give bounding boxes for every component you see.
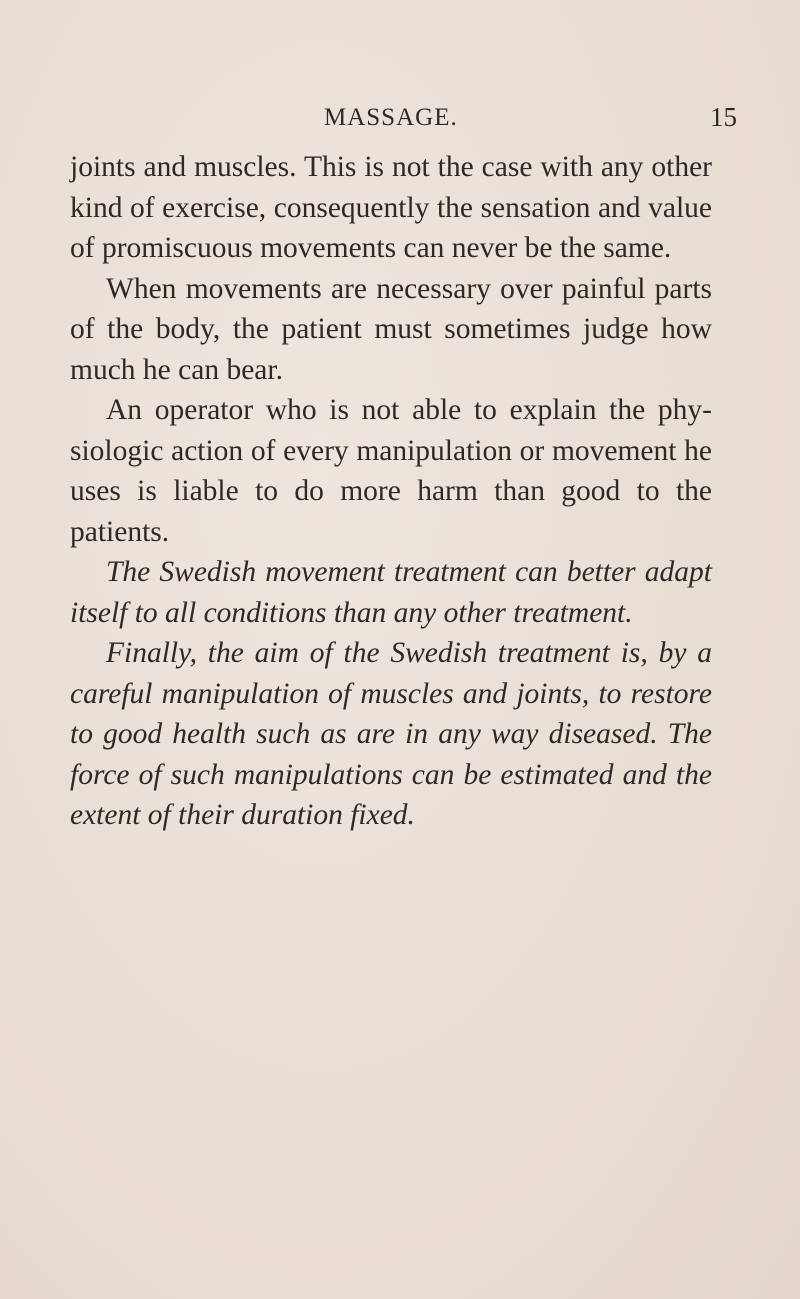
paragraph-painful-parts: When movements are necessary over painful parts of the body, the patient must sometimes judge how much he can bear. bbox=[70, 272, 712, 386]
paragraph-swedish-adapt: The Swedish movement treatment can better adapt itself to all conditions than any other treatment. bbox=[70, 556, 712, 629]
page-number: 15 bbox=[710, 102, 737, 132]
paragraph-continuation: joints and muscles. This is not the case with any other kind of exercise, consequently the sensation and value of promiscuous movements can never be the same. bbox=[70, 151, 712, 264]
paragraph-operator: An operator who is not able to explain the phy- siologic action of every manipulation or movement he uses is liable to do more harm than good to the patients. bbox=[70, 394, 712, 548]
body-text bbox=[70, 147, 712, 836]
paragraph-finally: Finally, the aim of the Swedish treatment is, by a careful manipulation of muscles and joints, to restore to good health such as are in any way diseased. The force of such manipulations can be estimated and the extent of their duration fixed. bbox=[70, 637, 712, 831]
running-head: MASSAGE. bbox=[324, 104, 458, 131]
